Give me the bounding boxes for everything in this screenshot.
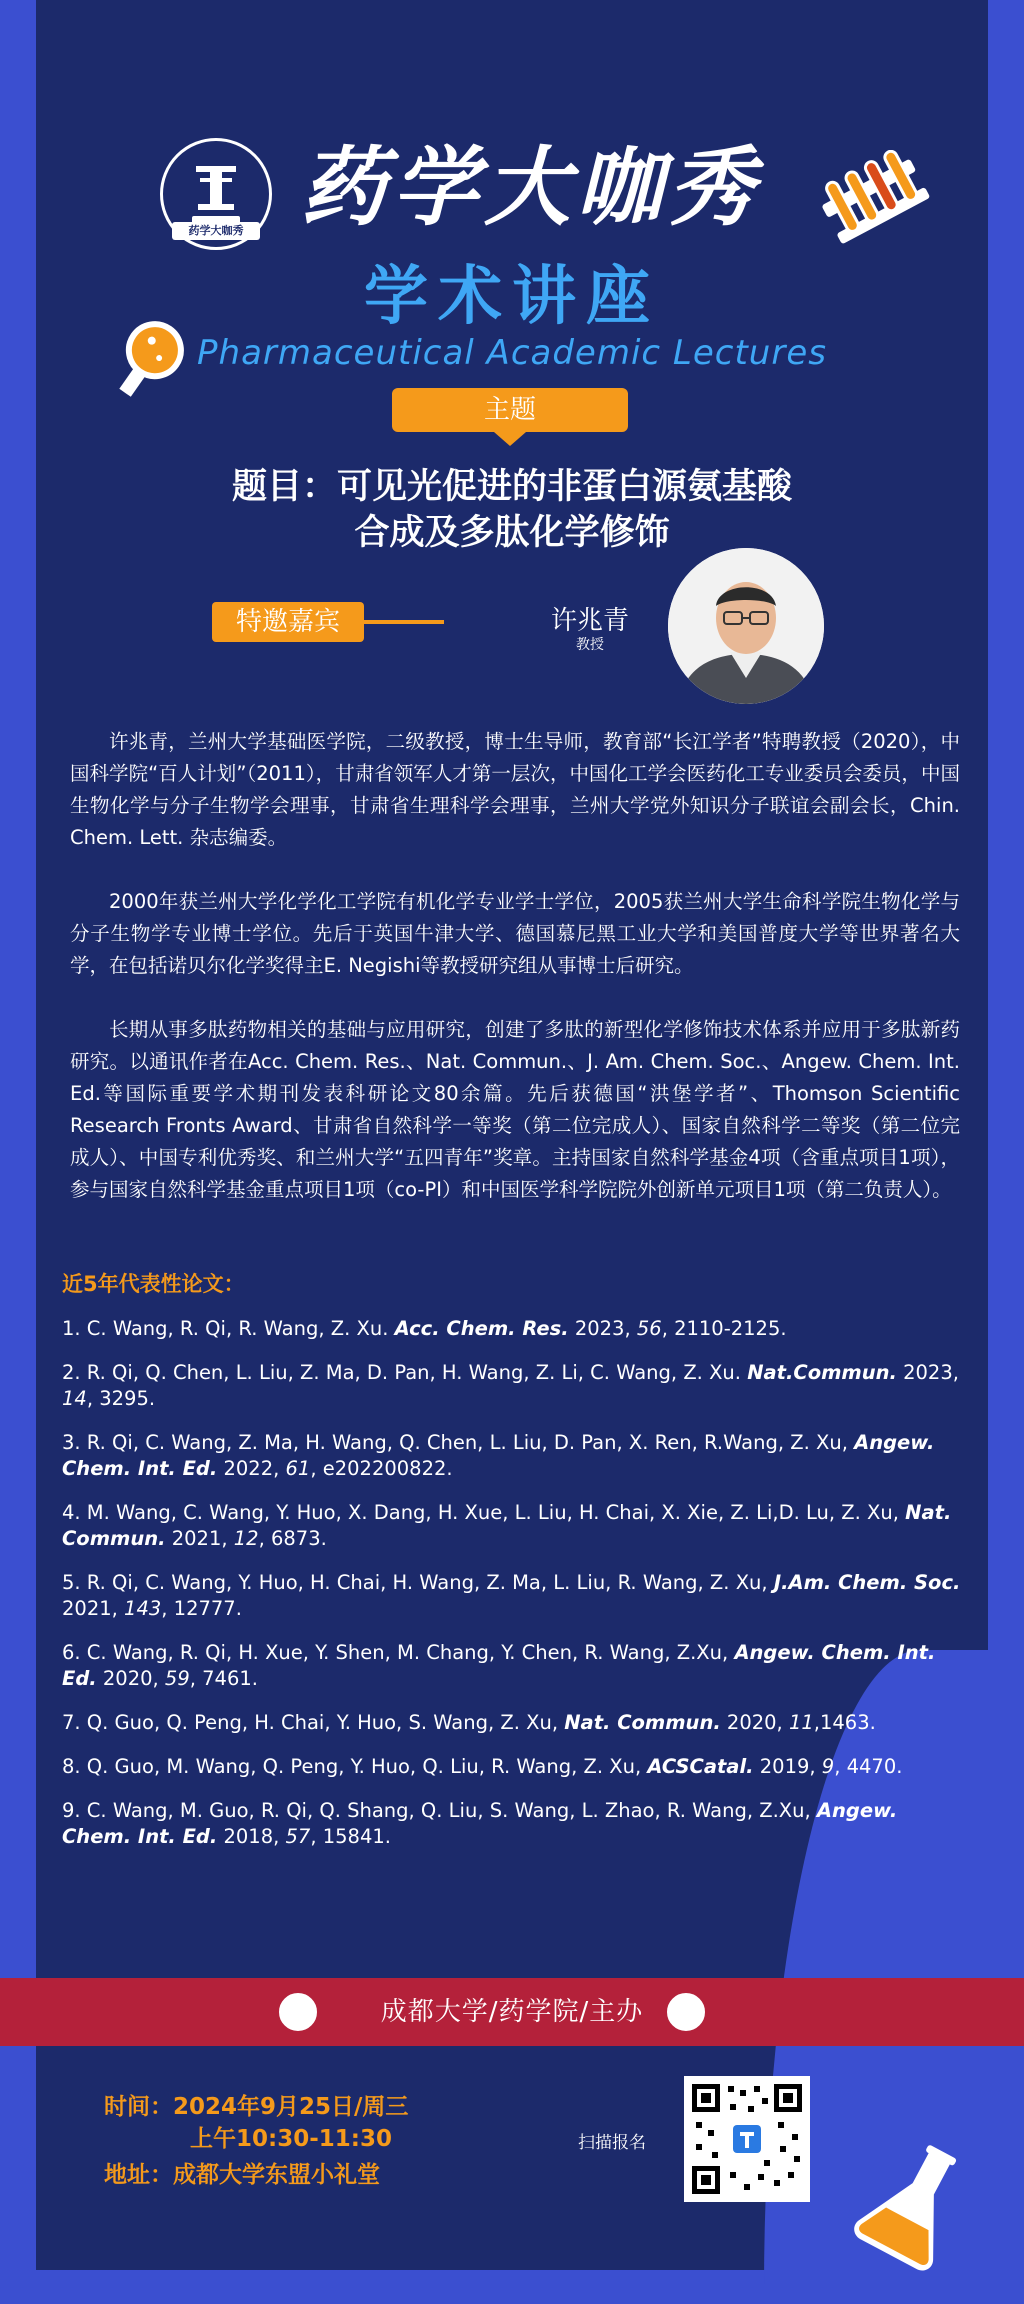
paper-journal: Nat. Commun. bbox=[62, 1501, 952, 1550]
speaker-name: 许兆青 bbox=[550, 606, 629, 636]
talk-title-line2: 合成及多肽化学修饰 bbox=[354, 513, 670, 553]
paper-year: 2023, bbox=[568, 1317, 637, 1340]
organizer-text: 成都大学/药学院/主办 bbox=[380, 1997, 644, 2027]
paper-vol: 143 bbox=[124, 1597, 162, 1620]
bio-paragraph-3: 长期从事多肽药物相关的基础与应用研究，创建了多肽的新型化学修饰技术体系并应用于多肽新药研究。以通讯作者在Acc. Chem. Res.、Nat. Commun.、J. Am. Chem. Soc.、Angew. Chem. Int. Ed.等国际重要学术期刊发表科研论文80余篇。先后获德国“洪堡学者”、Thomson Scientific Research Fronts Award、甘肃省自然科学一等奖（第二位完成人）、国家自然科学二等奖（第二位完成人）、中国专利优秀奖、和兰州大学“五四青年”奖章。主持国家自然科学基金4项（含重点项目1项），参与国家自然科学基金重点项目1项（co-PI）和中国医学科学院院外创新单元项目1项（第二负责人）。 bbox=[70, 1018, 960, 1201]
paper-journal: Acc. Chem. Res. bbox=[394, 1317, 569, 1340]
test-tube-rack-icon bbox=[818, 150, 930, 246]
paper-vol: 9 bbox=[821, 1755, 835, 1778]
paper-pages: , 7461. bbox=[189, 1667, 258, 1690]
paper-pages: ,1463. bbox=[813, 1711, 876, 1734]
paper-pages: , 2110-2125. bbox=[661, 1317, 787, 1340]
talk-title-line1: 题目：可见光促进的非蛋白源氨基酸 bbox=[231, 467, 792, 507]
brand-title: 药学大咖秀 bbox=[300, 137, 760, 238]
paper-vol: 14 bbox=[62, 1387, 87, 1410]
event-hours: 上午10:30-11:30 bbox=[190, 2126, 392, 2152]
paper-journal: J.Am. Chem. Soc. bbox=[773, 1571, 961, 1594]
paper-pre: 1. C. Wang, R. Qi, R. Wang, Z. Xu. bbox=[62, 1317, 395, 1340]
topic-arrow bbox=[494, 432, 526, 446]
paper-item bbox=[62, 1640, 962, 1692]
paper-item bbox=[62, 1570, 962, 1622]
paper-item bbox=[62, 1360, 962, 1412]
paper-pages: , 15841. bbox=[310, 1825, 391, 1848]
paper-item bbox=[62, 1754, 962, 1780]
paper-pages: , e202200822. bbox=[310, 1457, 453, 1480]
paper-journal: Nat.Commun. bbox=[747, 1361, 897, 1384]
paper-vol: 57 bbox=[285, 1825, 311, 1848]
paper-journal: Angew. Chem. Int. Ed. bbox=[62, 1641, 936, 1690]
paper-pre: 3. R. Qi, C. Wang, Z. Ma, H. Wang, Q. Chen, L. Liu, D. Pan, X. Ren, R.Wang, Z. Xu, bbox=[62, 1431, 855, 1454]
event-venue: 成都大学东盟小礼堂 bbox=[173, 2162, 380, 2188]
talk-title bbox=[0, 464, 1024, 556]
paper-pages: , 3295. bbox=[86, 1387, 156, 1410]
paper-vol: 59 bbox=[164, 1667, 190, 1690]
paper-pre: 6. C. Wang, R. Qi, H. Xue, Y. Shen, M. Chang, Y. Chen, R. Wang, Z.Xu, bbox=[62, 1641, 735, 1664]
speaker-role: 教授 bbox=[576, 637, 604, 653]
paper-year: 2021, bbox=[62, 1597, 125, 1620]
paper-pages: , 4470. bbox=[834, 1755, 903, 1778]
bio-paragraph-2: 2000年获兰州大学化学化工学院有机化学专业学士学位，2005获兰州大学生命科学院生物化学与分子生物学专业博士学位。先后于英国牛津大学、德国慕尼黑工业大学和美国普度大学等世界著名大学，在包括诺贝尔化学奖得主E. Negishi等教授研究组从事博士后研究。 bbox=[70, 890, 960, 977]
paper-year: 2021, bbox=[165, 1527, 234, 1550]
paper-year: 2022, bbox=[217, 1457, 286, 1480]
signup-label: 扫描报名 bbox=[578, 2133, 646, 2153]
speaker-photo bbox=[668, 548, 824, 704]
conical-flask-icon bbox=[852, 2140, 972, 2280]
paper-year: 2020, bbox=[96, 1667, 165, 1690]
topic-tag: 主题 bbox=[392, 388, 628, 432]
paper-item bbox=[62, 1500, 962, 1552]
time-label: 时间： bbox=[104, 2094, 173, 2120]
event-date: 2024年9月25日/周三 bbox=[173, 2094, 409, 2120]
paper-pre: 2. R. Qi, Q. Chen, L. Liu, Z. Ma, D. Pan, H. Wang, Z. Li, C. Wang, Z. Xu. bbox=[62, 1361, 748, 1384]
lecture-title-english: Pharmaceutical Academic Lectures bbox=[197, 333, 827, 373]
paper-journal: Angew. Chem. Int. Ed. bbox=[62, 1431, 935, 1480]
paper-year: 2019, bbox=[753, 1755, 822, 1778]
paper-vol: 11 bbox=[788, 1711, 814, 1734]
paper-pages: , 12777. bbox=[161, 1597, 242, 1620]
paper-pre: 9. C. Wang, M. Guo, R. Qi, Q. Shang, Q. Liu, S. Wang, L. Zhao, R. Wang, Z.Xu, bbox=[62, 1799, 817, 1822]
paper-year: 2020, bbox=[720, 1711, 789, 1734]
paper-pre: 5. R. Qi, C. Wang, Y. Huo, H. Chai, H. Wang, Z. Ma, L. Liu, R. Wang, Z. Xu, bbox=[62, 1571, 774, 1594]
papers-heading: 近5年代表性论文： bbox=[62, 1272, 245, 1296]
paper-year: 2018, bbox=[217, 1825, 286, 1848]
trophy-icon bbox=[182, 160, 250, 228]
paper-vol: 56 bbox=[636, 1317, 662, 1340]
place-label: 地址： bbox=[104, 2162, 173, 2188]
paper-item bbox=[62, 1798, 962, 1850]
paper-pre: 8. Q. Guo, M. Wang, Q. Peng, Y. Huo, Q. Liu, R. Wang, Z. Xu, bbox=[62, 1755, 648, 1778]
papers-list bbox=[62, 1316, 962, 1868]
qr-code-icon bbox=[688, 2080, 806, 2198]
logo-label: 药学大咖秀 bbox=[172, 222, 260, 240]
bio-paragraph-1: 许兆青，兰州大学基础医学院，二级教授，博士生导师，教育部“长江学者”特聘教授（2020），中国科学院“百人计划”（2011），甘肃省领军人才第一层次，中国化工学会医药化工专业委员会委员，中国生物化学与分子生物学会理事，甘肃省生理科学会理事，兰州大学党外知识分子联谊会副会长，Chin. Chem. Lett. 杂志编委。 bbox=[70, 730, 960, 849]
paper-journal: ACSCatal. bbox=[647, 1755, 754, 1778]
paper-item bbox=[62, 1710, 962, 1736]
paper-pages: , 6873. bbox=[258, 1527, 327, 1550]
paper-journal: Angew. Chem. Int. Ed. bbox=[62, 1799, 898, 1848]
paper-vol: 61 bbox=[285, 1457, 311, 1480]
guest-tag: 特邀嘉宾 bbox=[212, 602, 364, 642]
bio-text bbox=[70, 726, 960, 1206]
paper-item bbox=[62, 1430, 962, 1482]
paper-vol: 12 bbox=[233, 1527, 259, 1550]
paper-year: 2023, bbox=[896, 1361, 959, 1384]
signup-qr-code[interactable] bbox=[684, 2076, 810, 2202]
lecture-title: 学术讲座 bbox=[364, 260, 660, 334]
paper-pre: 4. M. Wang, C. Wang, Y. Huo, X. Dang, H. Xue, L. Liu, H. Chai, X. Xie, Z. Li,D. Lu, Z. Xu, bbox=[62, 1501, 906, 1524]
event-time bbox=[104, 2088, 408, 2121]
event-place bbox=[104, 2156, 380, 2189]
paper-item bbox=[62, 1316, 962, 1342]
paper-pre: 7. Q. Guo, Q. Peng, H. Chai, Y. Huo, S. Wang, Z. Xu, bbox=[62, 1711, 565, 1734]
paper-journal: Nat. Commun. bbox=[564, 1711, 721, 1734]
guest-divider bbox=[364, 620, 444, 624]
